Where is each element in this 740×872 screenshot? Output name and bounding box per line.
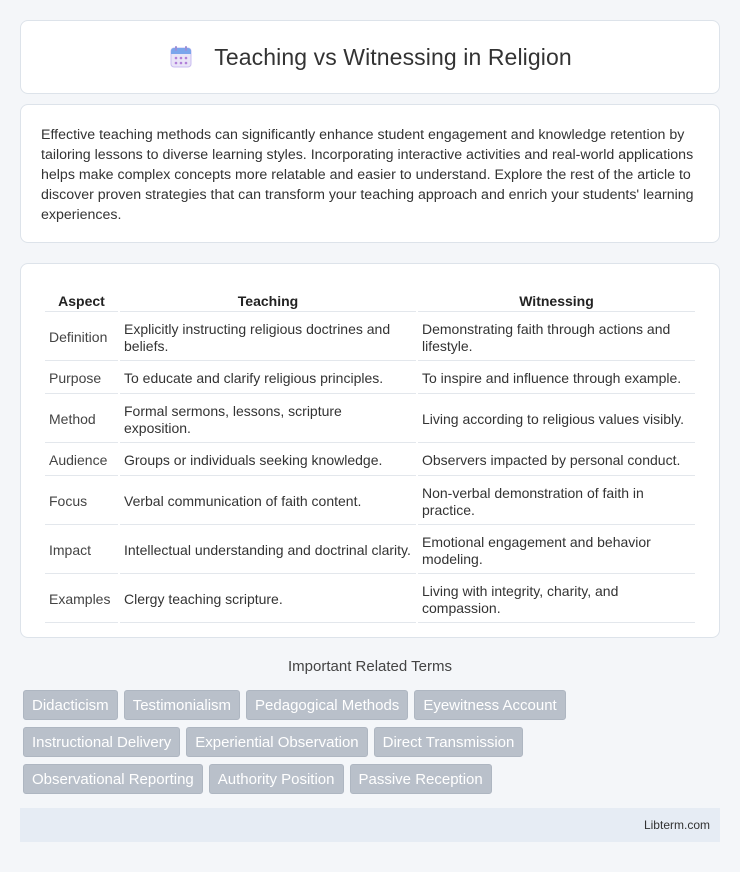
cell-teaching: To educate and clarify religious principles. [120,363,416,394]
cell-witnessing: Living according to religious values visibly. [418,396,695,443]
tag-pedagogical-methods[interactable]: Pedagogical Methods [246,690,408,720]
table-row [45,445,695,476]
related-terms-title: Important Related Terms [288,658,452,675]
header-teaching: Teaching [120,288,416,312]
cell-teaching: Intellectual understanding and doctrinal clarity. [120,527,416,574]
table-row [45,314,695,361]
tag-testimonialism[interactable]: Testimonialism [124,690,240,720]
tag-row [23,727,723,757]
tag-eyewitness-account[interactable]: Eyewitness Account [414,690,565,720]
table-row [45,478,695,525]
intro-paragraph: Effective teaching methods can significantly enhance student engagement and knowledge retention by tailoring lessons to diverse learning styles. Incorporating interactive activities and real-world applications helps make complex concepts more relatable and easier to understand. Explore the rest of the article to discover proven strategies that can transform your teaching approach and enrich your students' learning experiences. [41,127,694,223]
cell-teaching: Verbal communication of faith content. [120,478,416,525]
table-row [45,527,695,574]
tag-authority-position[interactable]: Authority Position [209,764,344,794]
cell-witnessing: To inspire and influence through example. [418,363,695,394]
table-row [45,363,695,394]
cell-teaching: Formal sermons, lessons, scripture exposition. [120,396,416,443]
footer [20,808,720,842]
cell-aspect: Definition [45,314,118,361]
table-row [45,576,695,623]
cell-aspect: Focus [45,478,118,525]
tag-instructional-delivery[interactable]: Instructional Delivery [23,727,180,757]
footer-site-link[interactable]: Libterm.com [643,818,710,832]
header-witnessing: Witnessing [418,288,695,312]
related-terms-tags [23,690,723,801]
page-title: Teaching vs Witnessing in Religion [214,43,572,70]
cell-aspect: Examples [45,576,118,623]
tag-direct-transmission[interactable]: Direct Transmission [374,727,524,757]
tag-didacticism[interactable]: Didacticism [23,690,118,720]
cell-witnessing: Observers impacted by personal conduct. [418,445,695,476]
tag-row [23,764,723,794]
comparison-table-card [20,263,720,638]
calendar-icon [168,44,194,70]
cell-witnessing: Living with integrity, charity, and compassion. [418,576,695,623]
cell-aspect: Impact [45,527,118,574]
cell-teaching: Groups or individuals seeking knowledge. [120,445,416,476]
cell-aspect: Method [45,396,118,443]
cell-teaching: Explicitly instructing religious doctrines and beliefs. [120,314,416,361]
cell-teaching: Clergy teaching scripture. [120,576,416,623]
tag-observational-reporting[interactable]: Observational Reporting [23,764,203,794]
cell-aspect: Purpose [45,363,118,394]
table-header-row [45,288,695,312]
tag-passive-reception[interactable]: Passive Reception [350,764,492,794]
table-row [45,396,695,443]
cell-witnessing: Demonstrating faith through actions and lifestyle. [418,314,695,361]
cell-aspect: Audience [45,445,118,476]
header-aspect: Aspect [45,288,118,312]
cell-witnessing: Non-verbal demonstration of faith in practice. [418,478,695,525]
header [168,44,572,71]
intro-card [20,104,720,243]
tag-row [23,690,723,720]
tag-experiential-observation[interactable]: Experiential Observation [186,727,367,757]
cell-witnessing: Emotional engagement and behavior modeling. [418,527,695,574]
comparison-table [43,286,697,625]
header-card [20,20,720,94]
